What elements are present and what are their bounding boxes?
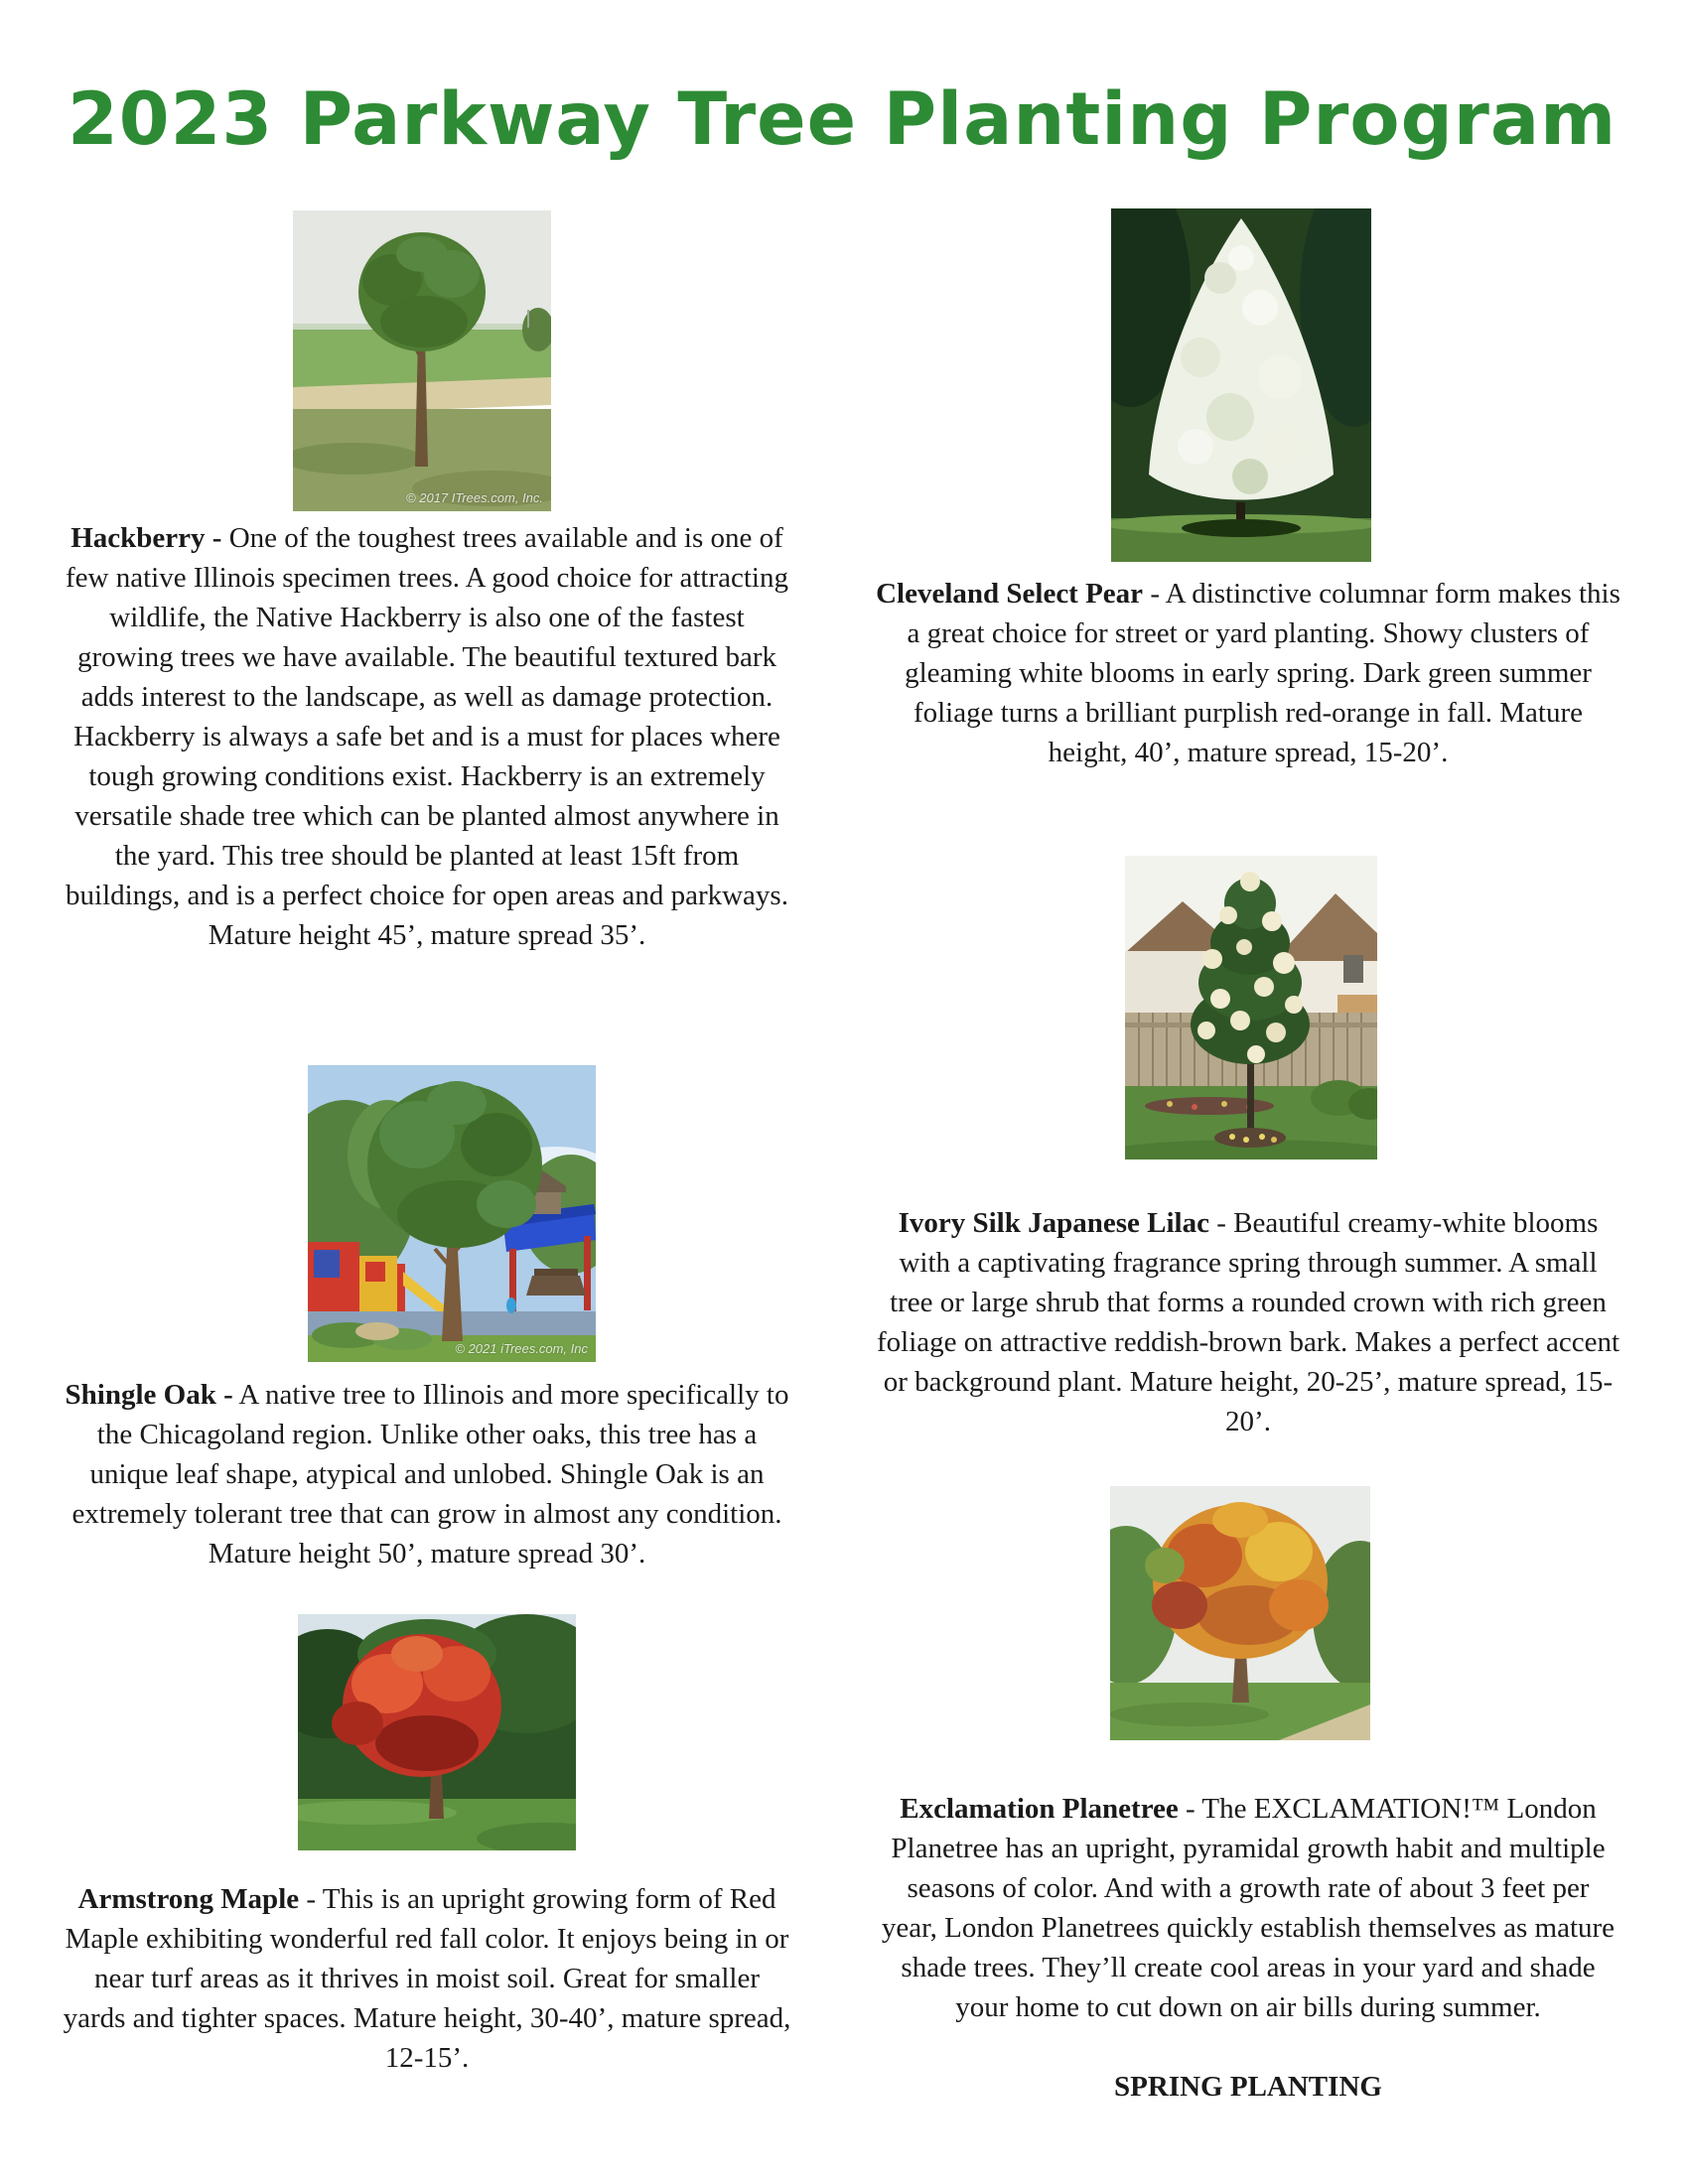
exclamation-planetree-name: Exclamation Planetree bbox=[900, 1793, 1179, 1825]
hackberry-body: One of the toughest trees available and is one of few native Illinois specimen trees. A good choice for attracting wildlife, the Native Hackberry is also one of the fastest growing trees we have available. The beautiful textured bark adds interest to the landscape, as well as damage protection. Hackberry is always a safe bet and is a must for places where tough growing conditions exist. Hackberry is an extremely versatile shade tree which can be planted almost anywhere in the yard. This tree should be planted at least 15ft from buildings, and is a perfect choice for open areas and parkways. Mature height 45’, mature spread 35’. bbox=[66, 522, 788, 951]
cleveland-pear-name: Cleveland Select Pear bbox=[876, 578, 1144, 610]
armstrong-maple-illustration bbox=[298, 1614, 576, 1850]
armstrong-maple-description bbox=[62, 1879, 792, 2078]
armstrong-maple-name: Armstrong Maple bbox=[77, 1883, 300, 1915]
cleveland-pear-illustration bbox=[1111, 208, 1371, 562]
shingle-oak-photo bbox=[308, 1065, 596, 1362]
shingle-oak-body: A native tree to Illinois and more specifically to the Chicagoland region. Unlike other oaks, this tree has a unique leaf shape, atypical and unlobed. Shingle Oak is an extremely tolerant tree that can grow in almost any condition. Mature height 50’, mature spread 30’. bbox=[71, 1379, 789, 1570]
cleveland-pear-body: - A distinctive columnar form makes this a great choice for street or yard planting. Showy clusters of gleaming white blooms in early spring. Dark green summer foliage turns a brilliant purplish red-orange in fall. Mature height, 40’, mature spread, 15-20’. bbox=[905, 578, 1620, 768]
cleveland-pear-photo bbox=[1111, 208, 1371, 562]
hackberry-photo bbox=[293, 210, 551, 511]
ivory-silk-lilac-name: Ivory Silk Japanese Lilac bbox=[898, 1207, 1209, 1239]
spring-planting-label: SPRING PLANTING bbox=[1114, 2071, 1382, 2103]
exclamation-planetree-illustration bbox=[1110, 1486, 1370, 1740]
cleveland-pear-description bbox=[876, 574, 1620, 772]
shingle-oak-name: Shingle Oak - bbox=[65, 1379, 233, 1411]
exclamation-planetree-body: - The EXCLAMATION!™ London Planetree has an upright, pyramidal growth habit and multiple seasons of color. And with a growth rate of about 3 feet per year, London Planetrees quickly establish themselves as mature shade trees. They’ll create cool areas in your yard and shade your home to cut down on air bills during summer. bbox=[881, 1793, 1616, 2023]
hackberry-tree-illustration bbox=[293, 210, 551, 511]
page-title: 2023 Parkway Tree Planting Program bbox=[68, 76, 1618, 162]
ivory-silk-lilac-illustration bbox=[1125, 856, 1377, 1160]
photo-watermark: © 2021 iTrees.com, Inc bbox=[455, 1341, 588, 1356]
shingle-oak-description bbox=[62, 1375, 792, 1573]
exclamation-planetree-description bbox=[876, 1789, 1620, 2027]
ivory-silk-lilac-photo bbox=[1125, 856, 1377, 1160]
shingle-oak-illustration bbox=[308, 1065, 596, 1362]
photo-watermark: © 2017 ITrees.com, Inc. bbox=[406, 490, 543, 505]
hackberry-name: Hackberry - bbox=[70, 522, 222, 554]
armstrong-maple-body: - This is an upright growing form of Red Maple exhibiting wonderful red fall color. It enjoys being in or near turf areas as it thrives in moist soil. Great for smaller yards and tighter spaces. Mature height, 30-40’, mature spread, 12-15’. bbox=[63, 1883, 791, 2074]
armstrong-maple-photo bbox=[298, 1614, 576, 1850]
hackberry-description bbox=[62, 518, 792, 955]
ivory-silk-lilac-body: - Beautiful creamy-white blooms with a captivating fragrance spring through summer. A small tree or large shrub that forms a rounded crown with rich green foliage on attractive reddish-brown bark. Makes a perfect accent or background plant. Mature height, 20-25’, mature spread, 15-20’. bbox=[876, 1207, 1619, 1437]
exclamation-planetree-photo bbox=[1110, 1486, 1370, 1740]
ivory-silk-lilac-description bbox=[876, 1203, 1620, 1441]
